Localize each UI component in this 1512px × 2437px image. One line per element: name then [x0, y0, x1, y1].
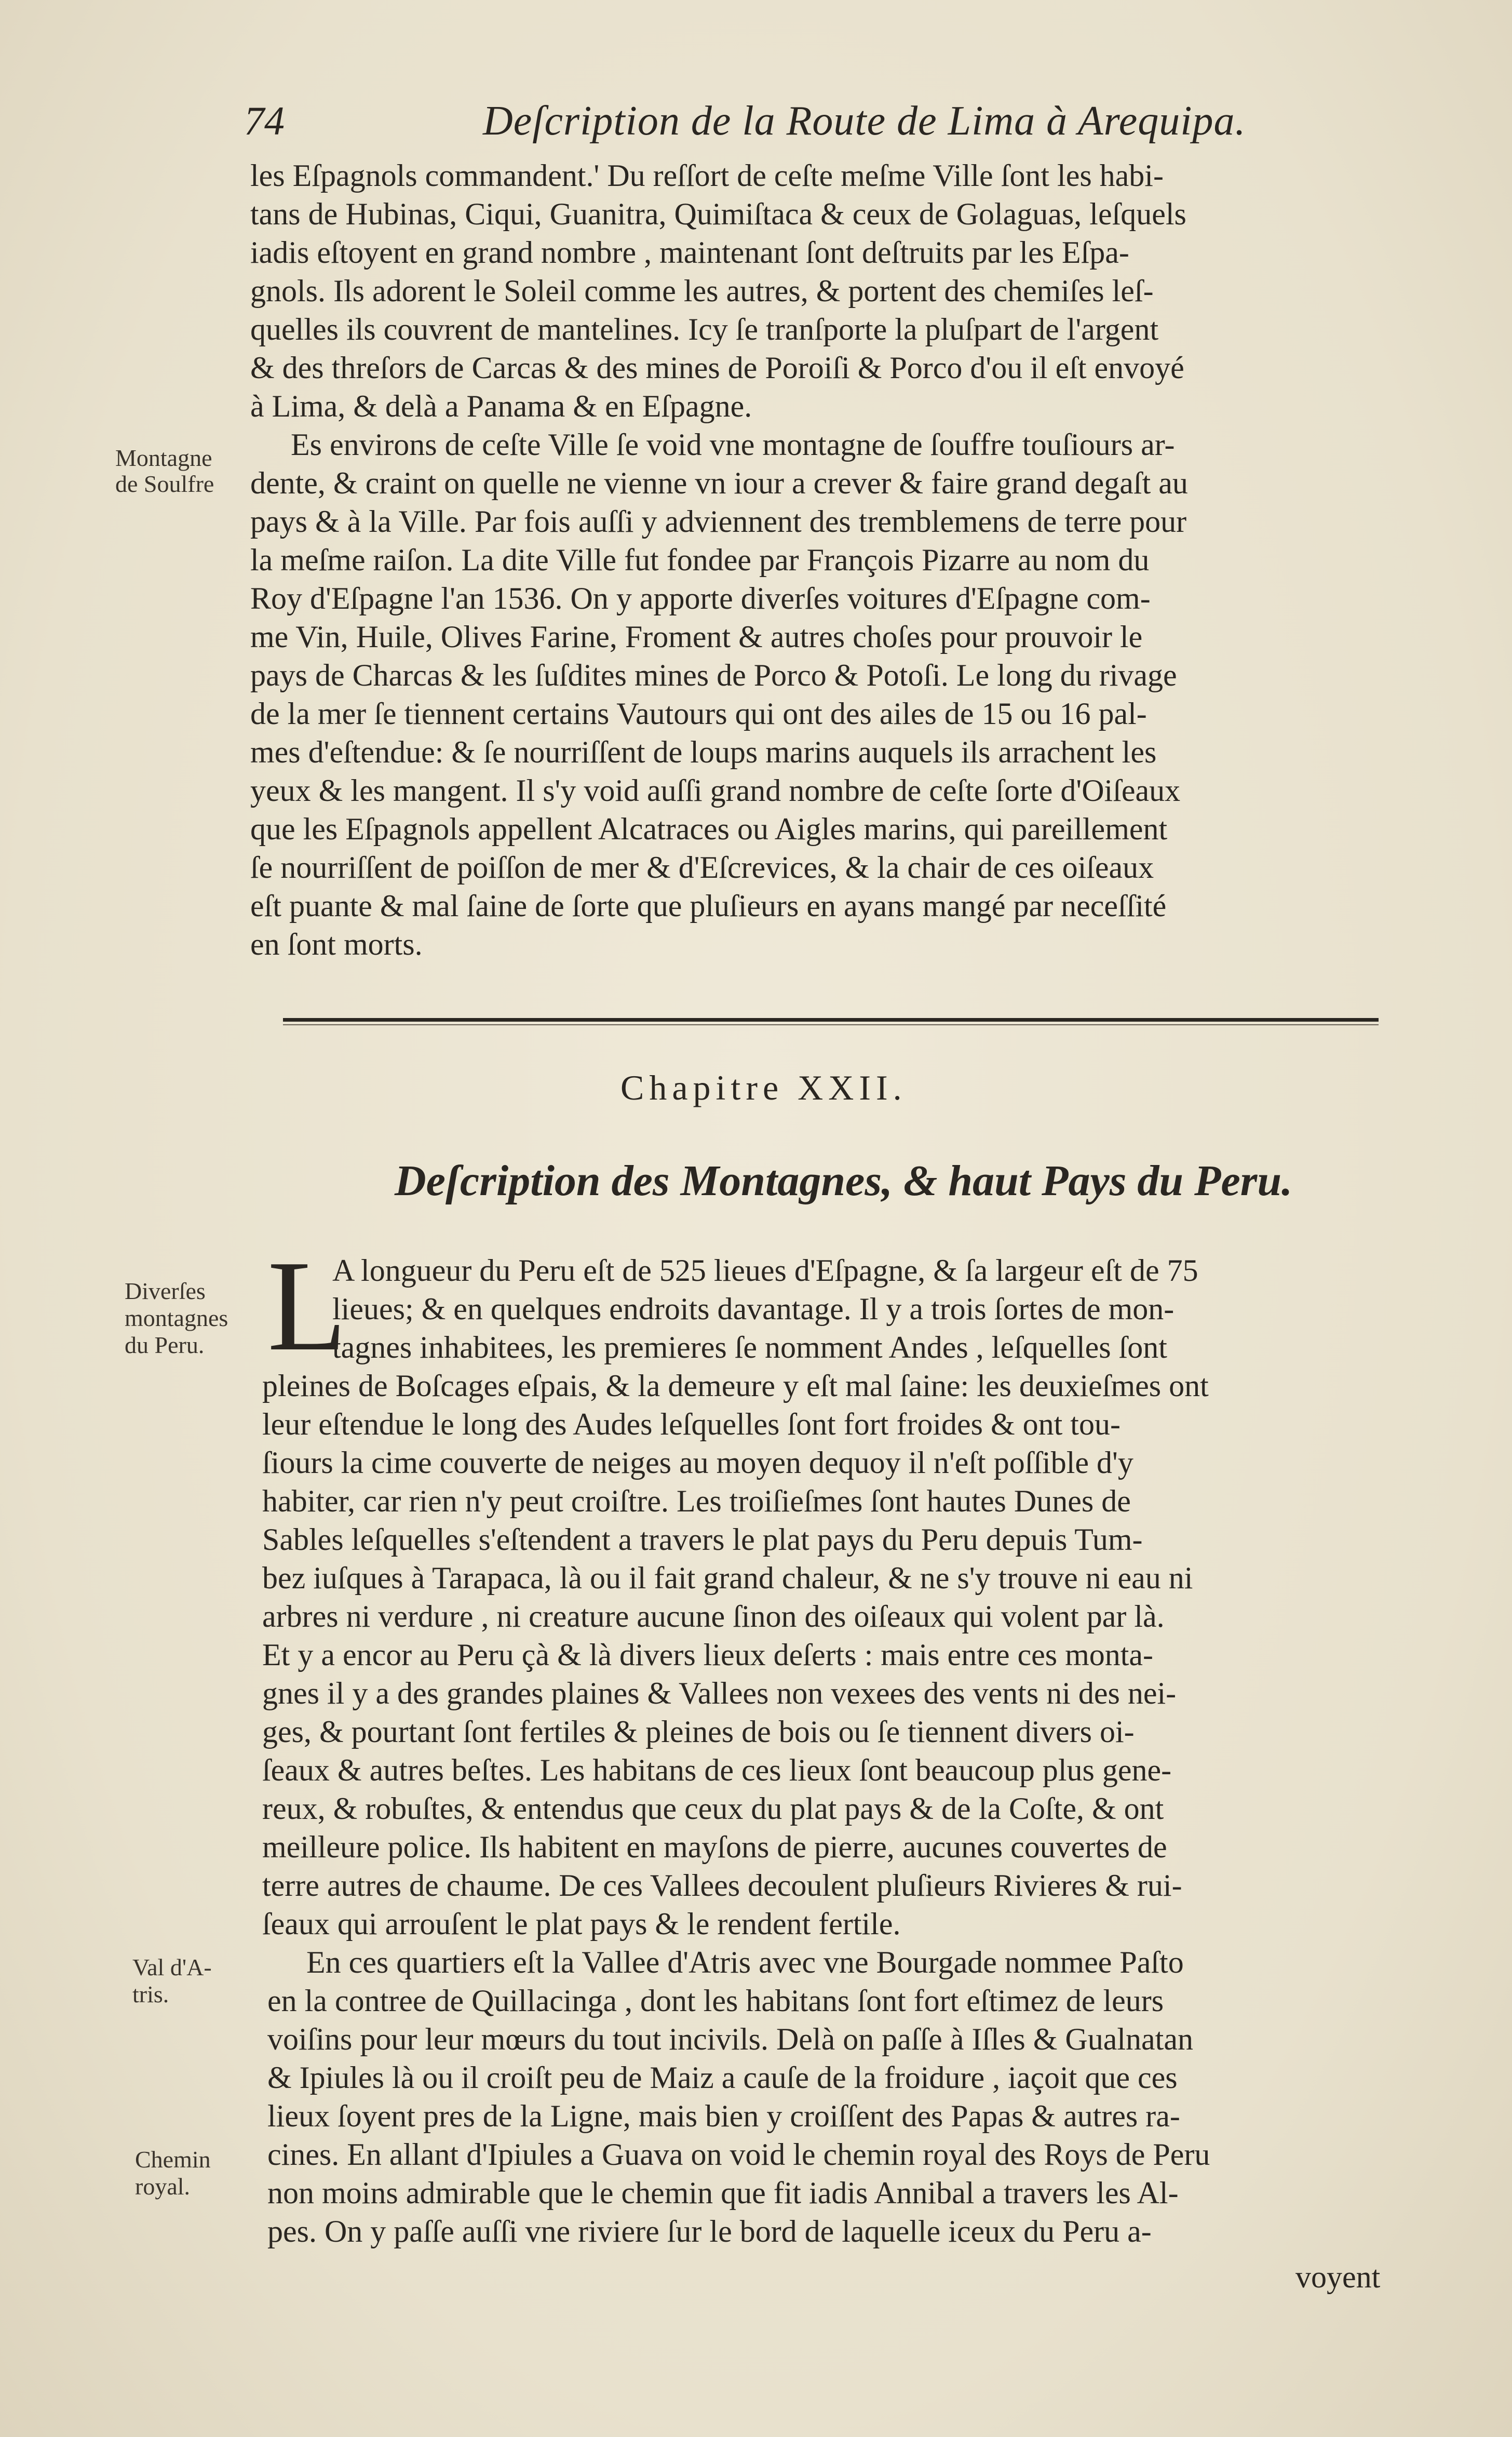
text-line: tagnes inhabitees, les premieres ſe nomment Andes , leſquelles ſont — [332, 1330, 1167, 1364]
margin-note-diverses: du Peru. — [125, 1332, 205, 1358]
running-title: Deſcription de la Route de Lima à Arequipa. — [483, 98, 1246, 144]
text-line: mes d'eſtendue: & ſe nourriſſent de loups marins auquels ils arrachent les — [250, 735, 1157, 769]
page-header — [244, 93, 1418, 156]
text-line: tans de Hubinas, Ciqui, Guanitra, Quimiſtaca & ceux de Golaguas, leſquels — [250, 197, 1186, 231]
text-line: terre autres de chaume. De ces Vallees decoulent pluſieurs Rivieres & rui- — [262, 1868, 1182, 1903]
text-line: arbres ni verdure , ni creature aucune ſinon des oiſeaux qui volent par là. — [262, 1599, 1165, 1633]
chapter-heading: Chapitre XXII. — [620, 1068, 907, 1107]
text-line: cines. En allant d'Ipiules a Guava on void le chemin royal des Roys de Peru — [267, 2137, 1210, 2172]
text-line: A longueur du Peru eſt de 525 lieues d'Eſpagne, & ſa largeur eſt de 75 — [332, 1253, 1198, 1288]
margin-note-chemin: royal. — [135, 2173, 191, 2200]
section-title: Deſcription des Montagnes, & haut Pays du Peru. — [395, 1157, 1293, 1205]
margin-note-val: tris. — [132, 1981, 169, 2007]
margin-note-montagne: de Soulfre — [115, 471, 214, 497]
text-line: leur eſtendue le long des Audes leſquelles ſont fort froides & ont tou- — [262, 1407, 1120, 1441]
text-line: en ſont morts. — [250, 927, 423, 961]
text-line: ſeaux & autres beſtes. Les habitans de ces lieux ſont beaucoup plus gene- — [262, 1753, 1172, 1787]
text-line: les Eſpagnols commandent.' Du reſſort de ceſte meſme Ville ſont les habi- — [250, 158, 1164, 193]
text-line: reux, & robuſtes, & entendus que ceux du plat pays & de la Coſte, & ont — [262, 1791, 1164, 1826]
text-line: Sables leſquelles s'eſtendent a travers le plat pays du Peru depuis Tum- — [262, 1522, 1143, 1557]
text-line: que les Eſpagnols appellent Alcatraces ou Aigles marins, qui pareillement — [250, 812, 1168, 846]
text-line: meilleure police. Ils habitent en mayſons de pierre, aucunes couvertes de — [262, 1830, 1167, 1864]
text-line: ſe nourriſſent de poiſſon de mer & d'Eſcrevices, & la chair de ces oiſeaux — [250, 850, 1154, 885]
text-line: bez iuſques à Tarapaca, là ou il fait grand chaleur, & ne s'y trouve ni eau ni — [262, 1561, 1193, 1595]
text-line: gnes il y a des grandes plaines & Vallees non vexees des vents ni des nei- — [262, 1676, 1177, 1710]
margin-note-diverses: Diverſes — [125, 1278, 206, 1304]
text-line: pes. On y paſſe auſſi vne riviere ſur le bord de laquelle iceux du Peru a- — [267, 2214, 1152, 2248]
margin-note-montagne: Montagne — [115, 445, 212, 471]
text-line: iadis eſtoyent en grand nombre , maintenant ſont deſtruits par les Eſpa- — [250, 235, 1129, 270]
drop-cap: L — [267, 1234, 347, 1378]
text-line: & Ipiules là ou il croiſt peu de Maiz a cauſe de la froidure , iaçoit que ces — [267, 2060, 1178, 2095]
text-line: & des threſors de Carcas & des mines de Poroiſi & Porco d'ou il eſt envoyé — [250, 351, 1184, 385]
horizontal-rule-thin — [283, 1024, 1379, 1025]
text-line: me Vin, Huile, Olives Farine, Froment & autres choſes pour prouvoir le — [250, 620, 1143, 654]
text-line: lieux ſoyent pres de la Ligne, mais bien y croiſſent des Papas & autres ra- — [267, 2099, 1180, 2133]
text-line: ges, & pourtant ſont fertiles & pleines de bois ou ſe tiennent divers oi- — [262, 1715, 1135, 1749]
text-line: ſeaux qui arrouſent le plat pays & le rendent fertile. — [262, 1907, 901, 1941]
text-line: pleines de Boſcages eſpais, & la demeure y eſt mal ſaine: les deuxieſmes ont — [262, 1369, 1209, 1403]
text-line: lieues; & en quelques endroits davantage. Il y a trois ſortes de mon- — [332, 1292, 1174, 1326]
text-line: En ces quartiers eſt la Vallee d'Atris avec vne Bourgade nommee Paſto — [306, 1945, 1184, 1979]
text-line: quelles ils couvrent de mantelines. Icy ſe tranſporte la pluſpart de l'argent — [250, 312, 1159, 346]
text-line: Es environs de ceſte Ville ſe void vne montagne de ſouffre touſiours ar- — [291, 427, 1175, 462]
margin-note-val: Val d'A- — [132, 1954, 212, 1980]
text-line: en la contree de Quillacinga , dont les habitans ſont fort eſtimez de leurs — [267, 1984, 1164, 2018]
margin-note-diverses: montagnes — [125, 1305, 228, 1331]
text-line: Et y a encor au Peru çà & là divers lieux deſerts : mais entre ces monta- — [262, 1638, 1154, 1672]
horizontal-rule — [283, 1018, 1379, 1022]
page-number: 74 — [244, 98, 285, 143]
catchword: voyent — [1295, 2260, 1381, 2294]
text-line: yeux & les mangent. Il s'y void auſſi grand nombre de ceſte ſorte d'Oiſeaux — [250, 773, 1181, 808]
text-line: la meſme raiſon. La dite Ville fut fondee par François Pizarre au nom du — [250, 543, 1150, 577]
text-line: eſt puante & mal ſaine de ſorte que pluſieurs en ayans mangé par neceſſité — [250, 889, 1167, 923]
text-line: dente, & craint on quelle ne vienne vn iour a crever & faire grand degaſt au — [250, 466, 1188, 500]
text-line: gnols. Ils adorent le Soleil comme les autres, & portent des chemiſes leſ- — [250, 274, 1154, 308]
margin-note-chemin: Chemin — [135, 2146, 211, 2173]
text-line: ſiours la cime couverte de neiges au moyen dequoy il n'eſt poſſible d'y — [262, 1445, 1133, 1480]
text-line: pays & à la Ville. Par fois auſſi y adviennent des tremblemens de terre pour — [250, 504, 1187, 539]
text-line: voiſins pour leur mœurs du tout incivils. Delà on paſſe à Iſles & Gualnatan — [267, 2022, 1193, 2056]
text-line: à Lima, & delà a Panama & en Eſpagne. — [250, 389, 752, 423]
text-line: pays de Charcas & les ſuſdites mines de Porco & Potoſi. Le long du rivage — [250, 658, 1177, 692]
text-line: Roy d'Eſpagne l'an 1536. On y apporte diverſes voitures d'Eſpagne com- — [250, 581, 1151, 615]
text-line: non moins admirable que le chemin que fit iadis Annibal a travers les Al- — [267, 2176, 1179, 2210]
text-line: de la mer ſe tiennent certains Vautours qui ont des ailes de 15 ou 16 pal- — [250, 697, 1147, 731]
text-line: habiter, car rien n'y peut croiſtre. Les troiſieſmes ſont hautes Dunes de — [262, 1484, 1131, 1518]
